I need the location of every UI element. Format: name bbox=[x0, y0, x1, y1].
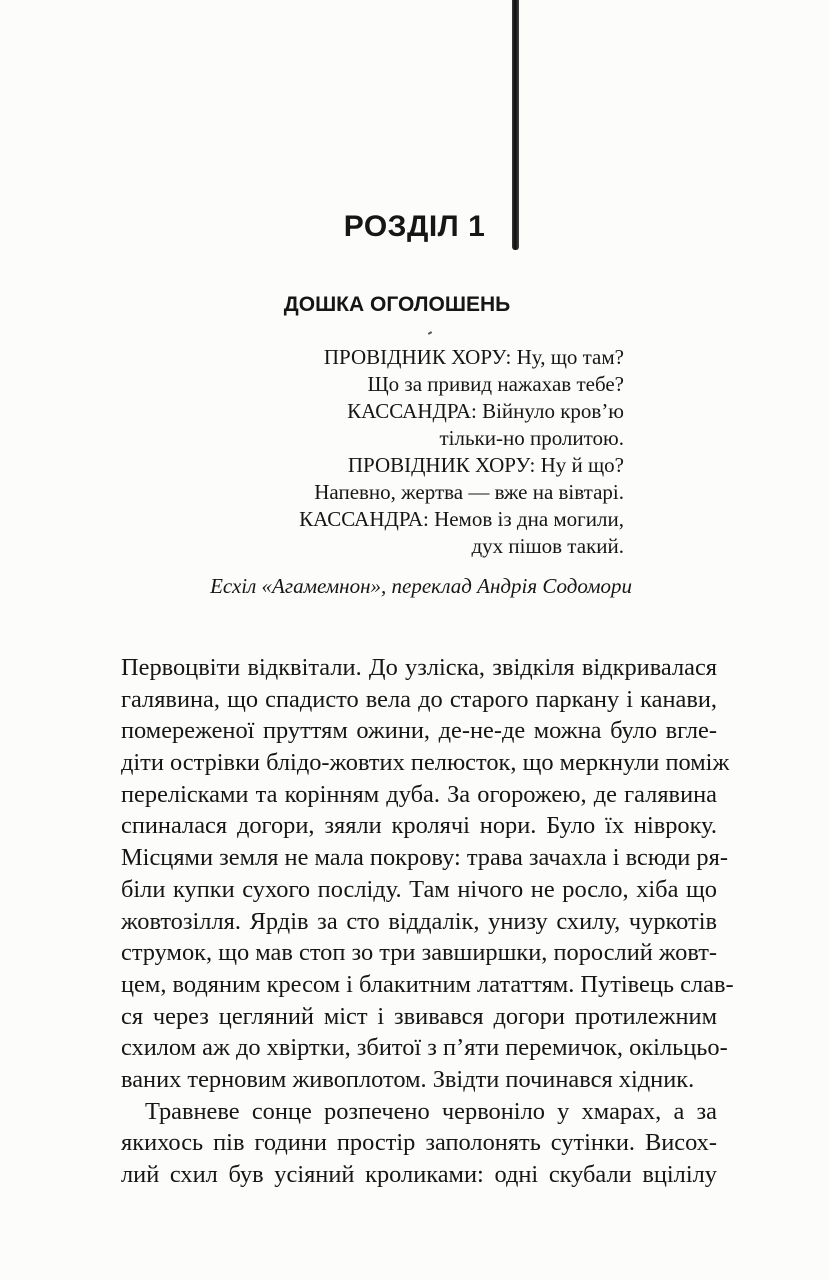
body-text bbox=[121, 652, 734, 1191]
epigraph-line: КАССАНДРА: Війнуло кров’ю bbox=[347, 399, 624, 423]
epigraph-source: Есхіл «Агамемнон», переклад Андрія Содомори bbox=[210, 574, 632, 598]
paragraph-1-line: ваних терновим живоплотом. Звідти починався хідник. bbox=[121, 1065, 695, 1093]
paragraph-1-line: схилом аж до хвіртки, збитої з п’яти перемичок, окільцьо- bbox=[121, 1034, 728, 1062]
epigraph-line: тільки-но пролитою. bbox=[439, 426, 624, 450]
paragraph-1-line: галявина, що спадисто вела до старого паркану і канави, bbox=[121, 685, 717, 713]
paragraph-1-line: діти острівки блідо-жовтих пелюсток, що меркнули поміж bbox=[121, 749, 730, 777]
paragraph-1-line: помереженої пруттям ожини, де-не-де можна було вгле- bbox=[121, 717, 717, 745]
paragraph-2-line: лий схил був усіяний кроликами: одні скубали вцілілу bbox=[121, 1161, 717, 1188]
paragraph-1-line: спиналася догори, зяяли кролячі нори. Було їх нівроку. bbox=[121, 812, 717, 840]
print-speck bbox=[428, 331, 432, 335]
paragraph-1-line: цем, водяним кресом і блакитним лататтям. Путівець слав- bbox=[121, 970, 734, 998]
paragraph-2-line: Травневе сонце розпечено червоніло у хмарах, а за bbox=[145, 1097, 717, 1125]
epigraph bbox=[200, 344, 624, 560]
paragraph-1-line: біли купки сухого послiду. Там нічого не росло, хіба що bbox=[121, 875, 717, 903]
paragraph-1-line: перелісками та корінням дуба. За огорожею, де галявина bbox=[121, 780, 717, 808]
paragraph-1-line: Первоцвіти відквітали. До узліска, звідкіля відкривалася bbox=[121, 654, 717, 681]
epigraph-line: КАССАНДРА: Немов із дна могили, bbox=[299, 507, 624, 531]
epigraph-line: ПРОВІДНИК ХОРУ: Ну, що там? bbox=[323, 345, 624, 369]
paragraph-1-line: струмок, що мав стоп зо три завширшки, порослий жовт- bbox=[121, 939, 718, 967]
chapter-subtitle: ДОШКА ОГОЛОШЕНЬ bbox=[283, 293, 511, 316]
epigraph-line: ПРОВІДНИК ХОРУ: Ну й що? bbox=[347, 453, 624, 477]
epigraph-line: Напевно, жертва — вже на вівтарі. bbox=[314, 480, 624, 504]
epigraph-line: дух пішов такий. bbox=[471, 534, 624, 558]
paragraph-1-line: Місцями земля не мала покрову: трава зачахла і всюди ря- bbox=[121, 844, 728, 872]
chapter-title: РОЗДІЛ 1 bbox=[343, 210, 486, 243]
paragraph-1-line: ся через цегляний міст і звивався догори протилежним bbox=[121, 1002, 717, 1030]
paragraph-2-line: якихось пів години простір заполонять сутінки. Висох- bbox=[121, 1129, 717, 1157]
epigraph-line: Що за привид нажахав тебе? bbox=[367, 372, 624, 396]
paragraph-1-line: жовтозілля. Ярдів за сто віддалік, унизу схилу, чуркотів bbox=[121, 907, 717, 935]
